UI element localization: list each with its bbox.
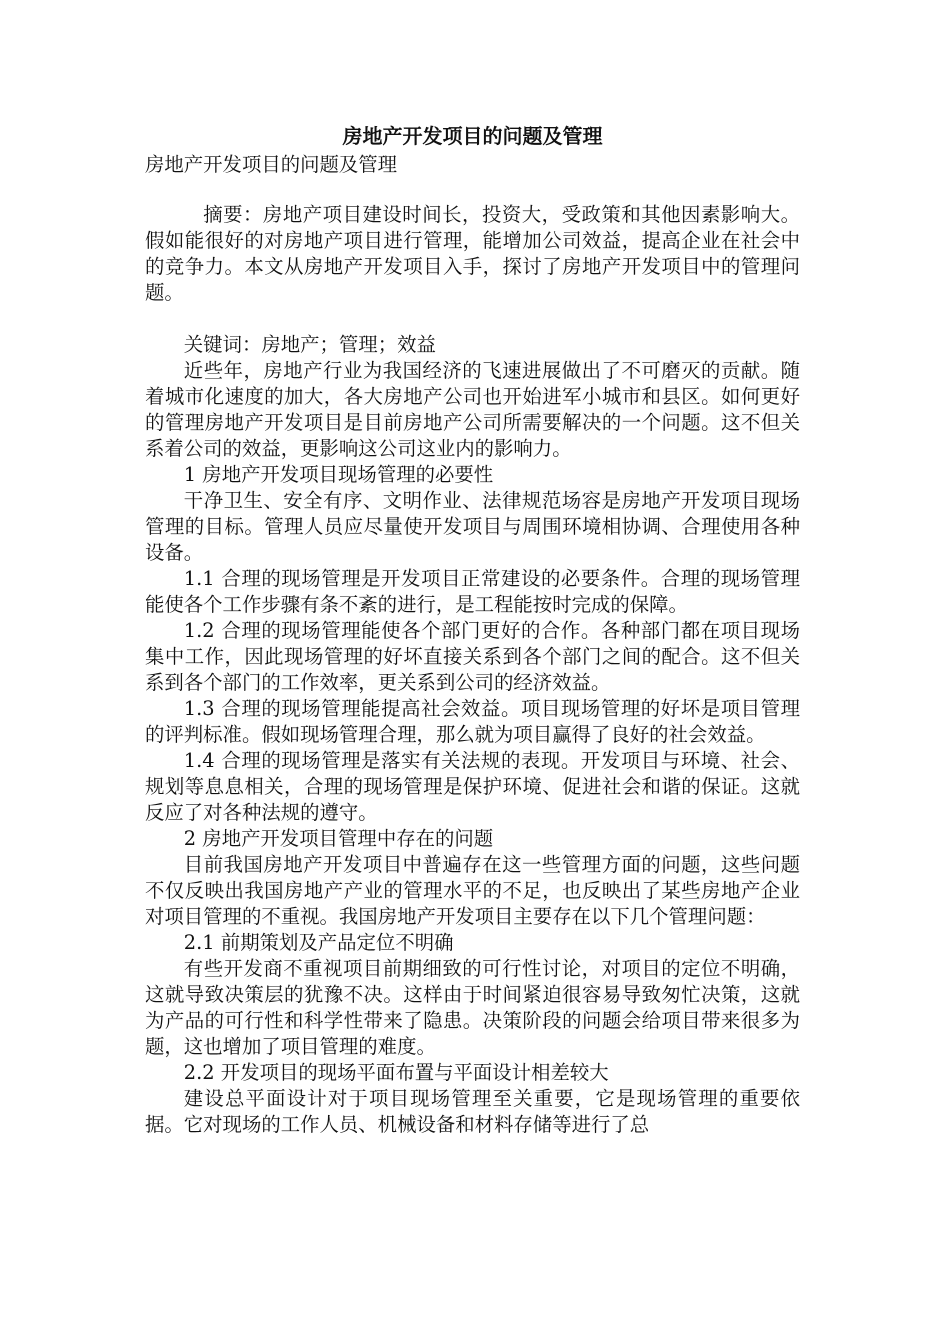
subsection-heading: 2.1 前期策划及产品定位不明确 bbox=[183, 931, 454, 954]
document-title: 房地产开发项目的问题及管理 bbox=[342, 124, 603, 148]
body-paragraph: 1.2 合理的现场管理能使各个部门更好的合作。各种部门都在项目现场集中工作，因此现场管理的好坏直接关系到各个部门之间的配合。这不但关系到各个部门的工作效率，更关系到公司的经济效益。 bbox=[145, 619, 800, 694]
section-heading: 2 房地产开发项目管理中存在的问题 bbox=[183, 827, 494, 850]
abstract-paragraph: 摘要：房地产项目建设时间长，投资大，受政策和其他因素影响大。假如能很好的对房地产项目进行管理，能增加公司效益，提高企业在社会中的竞争力。本文从房地产开发项目入手，探讨了房地产开发项目中的管理问题。 bbox=[145, 203, 800, 304]
document-page bbox=[145, 120, 800, 1138]
body-paragraph: 1.1 合理的现场管理是开发项目正常建设的必要条件。合理的现场管理能使各个工作步骤有条不紊的进行，是工程能按时完成的保障。 bbox=[145, 567, 800, 616]
body-paragraph: 建设总平面设计对于项目现场管理至关重要，它是现场管理的重要依据。它对现场的工作人员、机械设备和材料存储等进行了总 bbox=[145, 1087, 800, 1136]
section-heading: 1 房地产开发项目现场管理的必要性 bbox=[183, 463, 494, 486]
body-paragraph: 目前我国房地产开发项目中普遍存在这一些管理方面的问题，这些问题不仅反映出我国房地产产业的管理水平的不足，也反映出了某些房地产企业对项目管理的不重视。我国房地产开发项目主要存在以下几个管理问题： bbox=[145, 853, 800, 928]
body-paragraph: 1.4 合理的现场管理是落实有关法规的表现。开发项目与环境、社会、规划等息息相关，合理的现场管理是保护环境、促进社会和谐的保证。这就反应了对各种法规的遵守。 bbox=[145, 749, 800, 824]
keywords-paragraph: 关键词：房地产；管理；效益 bbox=[183, 333, 436, 356]
body-paragraph: 干净卫生、安全有序、文明作业、法律规范场容是房地产开发项目现场管理的目标。管理人员应尽量使开发项目与周围环境相协调、合理使用各种设备。 bbox=[145, 489, 800, 564]
subsection-heading: 2.2 开发项目的现场平面布置与平面设计相差较大 bbox=[183, 1061, 609, 1084]
document-subtitle: 房地产开发项目的问题及管理 bbox=[145, 153, 398, 176]
body-paragraph: 1.3 合理的现场管理能提高社会效益。项目现场管理的好坏是项目管理的评判标准。假如现场管理合理，那么就为项目赢得了良好的社会效益。 bbox=[145, 697, 800, 746]
body-paragraph: 有些开发商不重视项目前期细致的可行性讨论，对项目的定位不明确，这就导致决策层的犹豫不决。这样由于时间紧迫很容易导致匆忙决策，这就为产品的可行性和科学性带来了隐患。决策阶段的问题会给项目带来很多为题，这也增加了项目管理的难度。 bbox=[145, 957, 800, 1058]
body-paragraph: 近些年，房地产行业为我国经济的飞速进展做出了不可磨灭的贡献。随着城市化速度的加大，各大房地产公司也开始进军小城市和县区。如何更好的管理房地产开发项目是目前房地产公司所需要解决的一个问题。这不但关系着公司的效益，更影响这公司这业内的影响力。 bbox=[145, 359, 800, 460]
